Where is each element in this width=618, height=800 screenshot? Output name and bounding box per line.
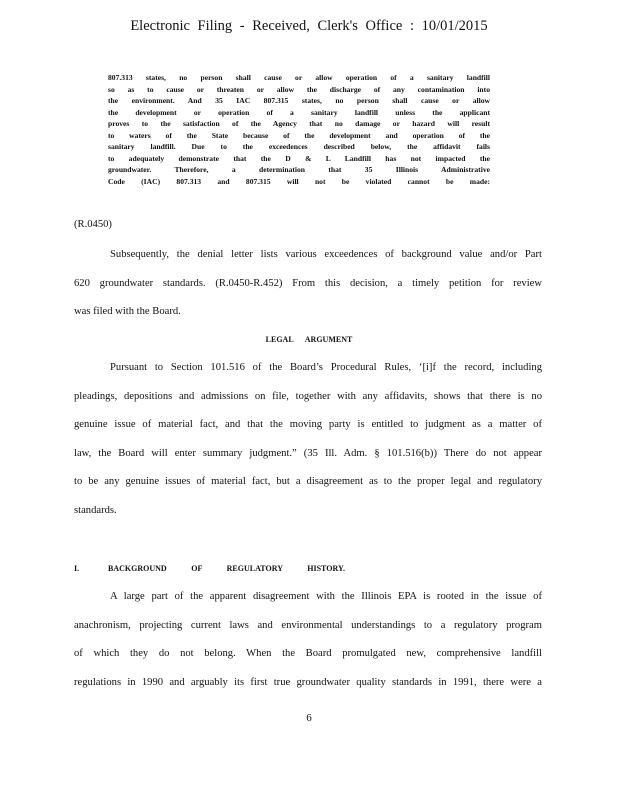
paragraph-line: pleadings, depositions and admissions on file, together with any affidavits, shows that there is no [74,390,542,402]
paragraph-summary-judgment [74,354,542,526]
quote-line: 807.313 states, no person shall cause or allow operation of a sanitary landfill [108,73,490,82]
quote-line: groundwater. Therefore, a determination that 35 Illinois Administrative [108,165,490,174]
quote-line: so as to cause or threaten or allow the discharge of any contamination into [108,84,490,94]
page-number: 6 [306,712,312,724]
paragraph-line: law, the Board will enter summary judgment.” (35 Ill. Adm. § 101.516(b)) There do not appear [74,447,542,459]
paragraph-line: of which they do not belong. When the Board promulgated new, comprehensive landfill [74,648,542,660]
paragraph-line: A large part of the apparent disagreement with the Illinois EPA is rooted in the issue of [110,591,542,602]
paragraph-line: standards. [74,504,117,516]
quote-line: the development or operation of a sanitary landfill unless the applicant [108,107,490,117]
paragraph-line: Subsequently, the denial letter lists various exceedences of background value and/or Part [110,249,542,260]
quote-line: sanitary landfill. Due to the exceedences described below, the affidavit fails [108,142,490,151]
electronic-filing-header: Electronic Filing - Received, Clerk's Office : 10/01/2015 [130,18,488,34]
paragraph-procedural-history [74,241,542,327]
paragraph-background [74,583,542,697]
paragraph-line: was filed with the Board. [74,306,181,318]
paragraph-line: regulations in 1990 and arguably its first true groundwater quality standards in 1991, there were a [74,676,542,688]
paragraph-line: Pursuant to Section 101.516 of the Board’s Procedural Rules, ‘[i]f the record, including [110,362,542,373]
quote-citation: (R.0450) [74,219,112,230]
paragraph-line: 620 groundwater standards. (R.0450-R.452) From this decision, a timely petition for review [74,277,542,289]
block-quote [108,72,490,187]
quote-line: proves to the satisfaction of the Agency that no damage or hazard will result [108,119,490,128]
paragraph-line: to be any genuine issues of material fact, but a disagreement as to the proper legal and regulatory [74,476,542,488]
quote-line: Code (IAC) 807.313 and 807.315 will not be violated cannot be made: [108,176,490,186]
quote-line: the environment. And 35 IAC 807.315 states, no person shall cause or allow [108,96,490,105]
paragraph-line: anachronism, projecting current laws and environmental understandings to a regulatory program [74,619,542,631]
paragraph-line: genuine issue of material fact, and that the moving party is entitled to judgment as a matter of [74,419,542,431]
legal-argument-heading: LEGAL ARGUMENT [265,335,353,344]
section-number: I. [74,564,80,573]
quote-line: to waters of the State because of the development and operation of the [108,130,490,140]
quote-line: to adequately demonstrate that the D & L Landfill has not impacted the [108,153,490,163]
section-title: BACKGROUND OF REGULATORY HISTORY. [108,564,345,573]
